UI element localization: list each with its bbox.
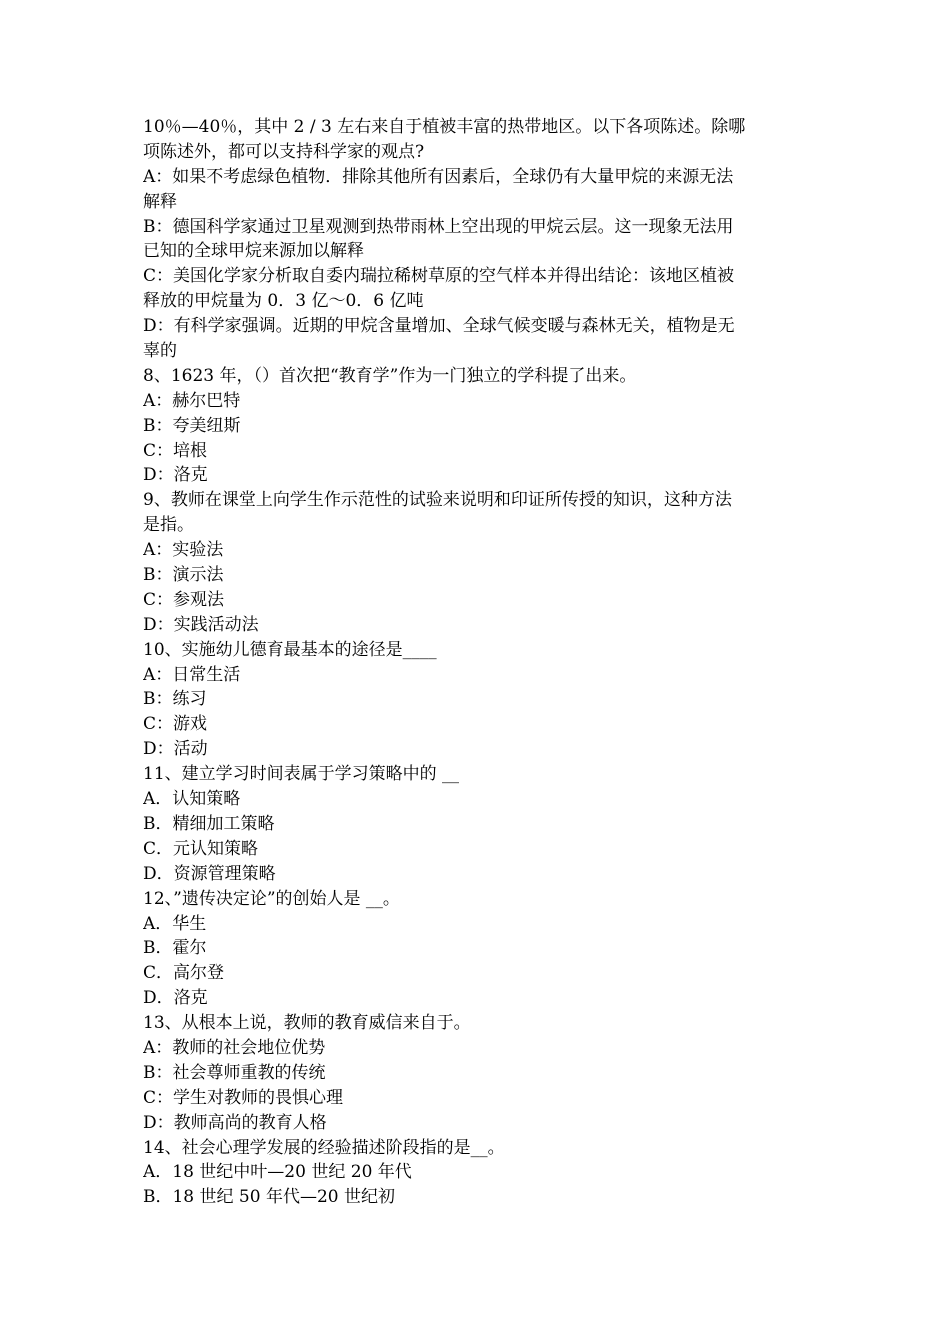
option-line: C．元认知策略	[143, 838, 259, 859]
option-line: A：教师的社会地位优势	[143, 1037, 326, 1058]
question-8: 8、1623 年，（）首次把“教育学”作为一门独立的学科提了出来。	[143, 365, 637, 386]
text-line: 项陈述外，都可以支持科学家的观点?	[143, 141, 425, 162]
option-line: D：洛克	[143, 465, 208, 486]
option-line: D：实践活动法	[143, 614, 259, 635]
option-line: A：日常生活	[143, 664, 241, 685]
option-line: B．霍尔	[143, 938, 207, 959]
option-line: A．华生	[143, 913, 207, 934]
option-line: B：演示法	[143, 565, 224, 586]
text-line: 辜的	[143, 341, 177, 362]
option-line: C：学生对教师的畏惧心理	[143, 1087, 344, 1108]
option-line: C：参观法	[143, 589, 225, 610]
option-line: D．洛克	[143, 988, 208, 1009]
text-line: 是指。	[143, 515, 194, 536]
text-line: D：有科学家强调。近期的甲烷含量增加、全球气候变暖与森林无关，植物是无	[143, 316, 735, 337]
option-line: B．18 世纪 50 年代—20 世纪初	[143, 1187, 396, 1208]
text-line: 释放的甲烷量为 0．3 亿～0．6 亿吨	[143, 291, 424, 312]
question-12: 12、”遗传决定论”的创始人是 __。	[143, 888, 400, 909]
option-line: D．资源管理策略	[143, 863, 276, 884]
text-line: 已知的全球甲烷来源加以解释	[143, 241, 364, 262]
text-line: C：美国化学家分析取自委内瑞拉稀树草原的空气样本并得出结论：该地区植被	[143, 266, 735, 287]
option-line: C：培根	[143, 440, 208, 461]
option-line: C．高尔登	[143, 963, 225, 984]
question-14: 14、社会心理学发展的经验描述阶段指的是__。	[143, 1137, 505, 1158]
option-line: C：游戏	[143, 714, 208, 735]
option-line: A．18 世纪中叶—20 世纪 20 年代	[143, 1162, 412, 1183]
text-line: 10％—40％，其中 2 / 3 左右来自于植被丰富的热带地区。以下各项陈述。除哪	[143, 117, 746, 137]
option-line: A．认知策略	[143, 789, 241, 810]
option-line: B．精细加工策略	[143, 813, 275, 834]
question-9: 9、教师在课堂上向学生作示范性的试验来说明和印证所传授的知识，这种方法	[143, 490, 732, 511]
question-10: 10、实施幼儿德育最基本的途径是____	[143, 639, 437, 660]
option-line: B：练习	[143, 689, 207, 710]
question-11: 11、建立学习时间表属于学习策略中的 __	[143, 764, 460, 785]
document-body	[143, 115, 811, 1210]
option-line: A：实验法	[143, 540, 224, 561]
text-line: B：德国科学家通过卫星观测到热带雨林上空出现的甲烷云层。这一现象无法用	[143, 216, 734, 237]
text-line: A：如果不考虑绿色植物．排除其他所有因素后，全球仍有大量甲烷的来源无法	[143, 166, 734, 187]
question-13: 13、从根本上说，教师的教育威信来自于。	[143, 1013, 471, 1034]
text-line: 解释	[143, 191, 177, 212]
option-line: D：教师高尚的教育人格	[143, 1112, 327, 1133]
option-line: B：社会尊师重教的传统	[143, 1062, 326, 1083]
option-line: A：赫尔巴特	[143, 390, 241, 411]
option-line: D：活动	[143, 739, 208, 760]
option-line: B：夸美纽斯	[143, 415, 241, 436]
